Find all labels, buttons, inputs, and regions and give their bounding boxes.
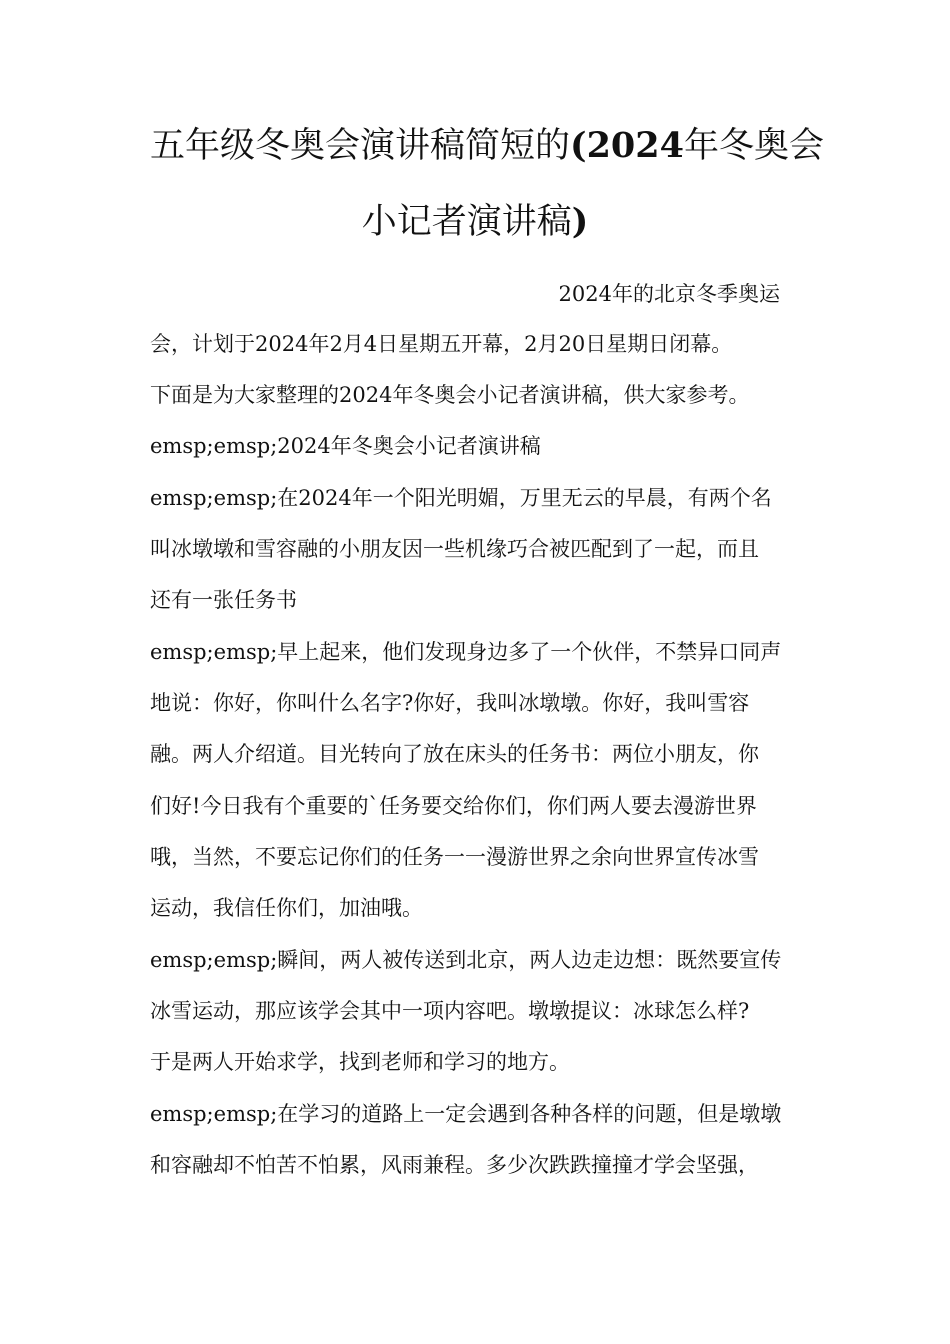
- document-title-line-1: [150, 125, 825, 166]
- body-line: emsp;emsp;在2024年一个阳光明媚，万里无云的早晨，有两个名: [150, 486, 772, 510]
- body-line: 哦，当然，不要忘记你们的任务一一漫游世界之余向世界宣传冰雪: [150, 845, 759, 869]
- body-line: 还有一张任务书: [150, 588, 297, 612]
- body-line: 运动，我信任你们，加油哦。: [150, 896, 423, 920]
- body-line: 会，计划于2024年2月4日星期五开幕，2月20日星期日闭幕。: [150, 332, 733, 356]
- body-line: 地说：你好，你叫什么名字?你好，我叫冰墩墩。你好，我叫雪容: [150, 691, 750, 715]
- title-part-bold: (2024: [570, 125, 684, 166]
- title-part-plain: 五年级冬奥会演讲稿简短的: [150, 126, 571, 166]
- body-line: 2024年的北京冬季奥运: [558, 282, 780, 306]
- body-line: emsp;emsp;瞬间，两人被传送到北京，两人边走边想：既然要宣传: [150, 948, 782, 972]
- body-line: 和容融却不怕苦不怕累，风雨兼程。多少次跌跌撞撞才学会坚强，: [150, 1153, 759, 1177]
- body-line: 于是两人开始求学，找到老师和学习的地方。: [150, 1050, 570, 1074]
- body-line: 融。两人介绍道。目光转向了放在床头的任务书：两位小朋友，你: [150, 742, 759, 766]
- body-line: 冰雪运动，那应该学会其中一项内容吧。墩墩提议：冰球怎么样?: [150, 999, 750, 1023]
- body-line: 下面是为大家整理的2024年冬奥会小记者演讲稿，供大家参考。: [150, 383, 750, 407]
- body-line: emsp;emsp;在学习的道路上一定会遇到各种各样的问题，但是墩墩: [150, 1102, 782, 1126]
- body-line: emsp;emsp;2024年冬奥会小记者演讲稿: [150, 434, 541, 458]
- body-line: 们好!今日我有个重要的`任务要交给你们，你们两人要去漫游世界: [150, 794, 757, 818]
- title-part-bold-2: ): [571, 201, 589, 242]
- document-title-line-2: [150, 202, 800, 242]
- title-part-end: 年冬奥会: [684, 126, 825, 166]
- body-line: emsp;emsp;早上起来，他们发现身边多了一个伙伴，不禁异口同声: [150, 640, 782, 664]
- title-part-plain-2: 小记者演讲稿: [361, 202, 572, 242]
- body-line: 叫冰墩墩和雪容融的小朋友因一些机缘巧合被匹配到了一起，而且: [150, 537, 759, 561]
